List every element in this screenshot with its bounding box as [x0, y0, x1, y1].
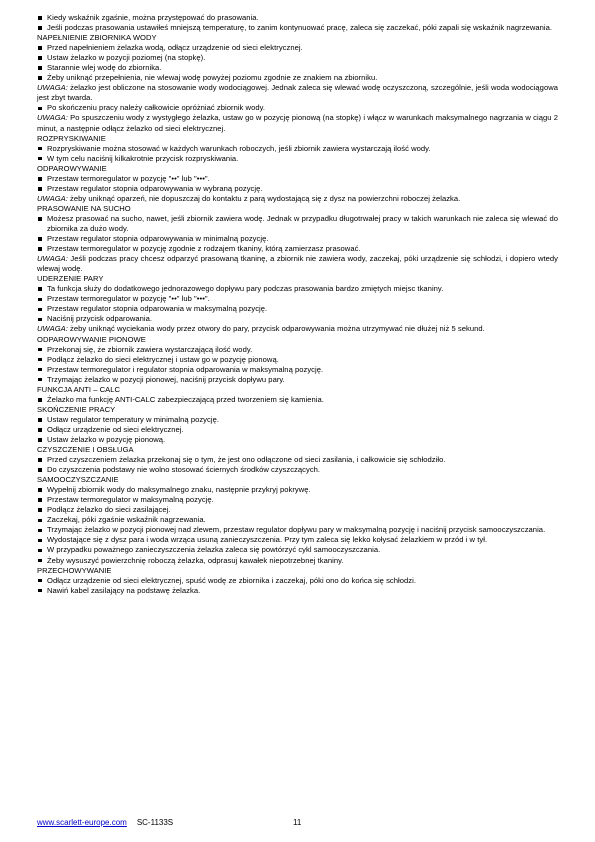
list-item: Ustaw żelazko w pozycję pionową. — [37, 435, 558, 445]
section-heading: FUNKCJA ANTI – CALC — [37, 384, 121, 394]
bullet-list — [37, 455, 558, 475]
page-footer — [37, 818, 557, 828]
note-text: żelazko jest obliczone na stosowanie wody wodociągowej. Jednak zaleca się wlewać wodę oczyszczoną, szczególnie, jeśli woda wodociągowa jest zbyt twarda. — [37, 83, 558, 103]
list-item: Naciśnij przycisk odparowania. — [37, 314, 558, 324]
list-item: Po skończeniu pracy należy całkowicie opróżniać zbiornik wody. — [37, 103, 558, 113]
model-number: SC-1133S — [136, 818, 174, 827]
note-label: UWAGA: — [37, 254, 68, 264]
bullet-list — [37, 174, 558, 194]
bullet-list — [37, 284, 558, 324]
list-item: Kiedy wskaźnik zgaśnie, można przystępować do prasowania. — [37, 13, 558, 23]
note-label: UWAGA: — [37, 113, 68, 123]
section-heading: CZYSZCZENIE I OBSŁUGA — [37, 445, 134, 455]
list-item: W przypadku poważnego zanieczyszczenia żelazka zaleca się powtórzyć cykl samooczyszczania. — [37, 545, 558, 555]
bullet-list — [37, 485, 558, 565]
section-heading: SAMOOCZYSZCZANIE — [37, 475, 119, 485]
list-item: Przestaw regulator stopnia odparowania w maksymalną pozycję. — [37, 304, 558, 314]
list-item: Do czyszczenia podstawy nie wolno stosować ściernych środków czyszczących. — [37, 465, 558, 475]
list-item: Żeby wysuszyć powierzchnię roboczą żelazka, odprasuj kawałek niepotrzebnej tkaniny. — [37, 556, 558, 566]
list-item: Przestaw termoregulator i regulator stopnia odparowania w maksymalną pozycję. — [37, 365, 558, 375]
note-paragraph — [37, 83, 558, 103]
list-item: Nawiń kabel zasilający na podstawę żelazka. — [37, 586, 558, 596]
page-number: 11 — [293, 818, 302, 827]
list-item: Odłącz urządzenie od sieci elektrycznej. — [37, 425, 558, 435]
note-label: UWAGA: — [37, 193, 68, 203]
bullet-list — [37, 214, 558, 254]
list-item: Przestaw regulator stopnia odparowywania w wybraną pozycję. — [37, 184, 558, 194]
section-heading: UDERZENIE PARY — [37, 274, 104, 284]
list-item: Starannie wlej wodę do zbiornika. — [37, 63, 558, 73]
list-item: Zaczekaj, póki zgaśnie wskaźnik nagrzewania. — [37, 515, 558, 525]
section-heading: ODPAROWYWANIE PIONOWE — [37, 334, 146, 344]
list-item: Podłącz żelazko do sieci elektrycznej i ustaw go w pozycję pionową. — [37, 355, 558, 365]
list-item: Trzymając żelazko w pozycji pionowej, naciśnij przycisk dopływu pary. — [37, 375, 558, 385]
list-item: Ustaw żelazko w pozycji poziomej (na stopkę). — [37, 53, 558, 63]
list-item: Przestaw termoregulator w maksymalną pozycję. — [37, 495, 558, 505]
list-item: Żelazko ma funkcję ANTI-CALC zabezpieczającą przed tworzeniem się kamienia. — [37, 395, 558, 405]
section-heading: NAPEŁNIENIE ZBIORNIKA WODY — [37, 33, 157, 43]
note-paragraph — [37, 324, 558, 334]
list-item: W tym celu naciśnij kilkakrotnie przycisk rozpryskiwania. — [37, 154, 558, 164]
section-heading: ODPAROWYWANIE — [37, 163, 107, 173]
note-paragraph — [37, 194, 558, 204]
list-item: Ta funkcja służy do dodatkowego jednorazowego dopływu pary podczas prasowania bardzo zmiętych miejsc tkaniny. — [37, 284, 558, 294]
list-item: Odłącz urządzenie od sieci elektrycznej, spuść wodę ze zbiornika i zaczekaj, póki ono do końca się schłodzi. — [37, 576, 558, 586]
bullet-list — [37, 345, 558, 385]
list-item: Rozpryskiwanie można stosować w każdych warunkach roboczych, jeśli zbiornik zawiera wystarczają ilość wody. — [37, 144, 558, 154]
list-item: Trzymając żelazko w pozycji pionowej nad zlewem, przestaw regulator dopływu pary w maksymalną pozycję i naciśnij przycisk samooczyszczania. — [37, 525, 558, 535]
list-item: Przestaw termoregulator w pozycję zgodnie z rodzajem tkaniny, którą zamierzasz prasować. — [37, 244, 558, 254]
list-item: Przekonaj się, że zbiornik zawiera wystarczającą ilość wody. — [37, 345, 558, 355]
section-heading: PRZECHOWYWANIE — [37, 565, 112, 575]
list-item: Wydostające się z dysz para i woda wrząca usuną zanieczyszczenia. Przy tym zaleca się lekko kołysać żelazkiem w przód i w tył. — [37, 535, 558, 545]
note-label: UWAGA: — [37, 83, 68, 93]
bullet-list — [37, 13, 558, 33]
list-item: Jeśli podczas prasowania ustawiłeś mniejszą temperaturę, to zanim kontynuować pracę, zaleca się zaczekać, póki zapali się wskaźnik nagrzewania. — [37, 23, 558, 33]
bullet-list — [37, 415, 558, 445]
bullet-list — [37, 576, 558, 596]
bullet-list — [37, 144, 558, 164]
bullet-list — [37, 395, 558, 405]
section-heading: PRASOWANIE NA SUCHO — [37, 203, 131, 213]
note-text: Po spuszczeniu wody z wystygłego żelazka, ustaw go w pozycję pionową (na stopkę) i włącz w warunkach maksymalnego nagrzania w ciągu 2 minut, a następnie odłącz żelazko od sieci elektrycznej. — [37, 113, 558, 133]
note-text: żeby uniknąć oparzeń, nie dopuszczaj do kontaktu z parą wydostającą się z dysz na powierzchni roboczej żelazka. — [67, 193, 461, 203]
list-item: Przestaw termoregulator w pozycję "••" lub "•••". — [37, 174, 558, 184]
bullet-list — [37, 103, 558, 113]
note-paragraph — [37, 254, 558, 274]
note-text: żeby uniknąć wyciekania wody przez otwory do pary, przycisk odparowywania można utrzymywać nie dłużej niż 5 sekund. — [67, 324, 485, 334]
list-item: Możesz prasować na sucho, nawet, jeśli zbiornik zawiera wodę. Jednak w przypadku długotrwałej pracy w takich warunkach nie zaleca się wlewać do zbiornika za dużo wody. — [37, 214, 558, 234]
list-item: Podłącz żelazko do sieci zasilającej. — [37, 505, 558, 515]
note-paragraph — [37, 113, 558, 133]
website-link[interactable]: www.scarlett-europe.com — [37, 818, 127, 827]
list-item: Żeby uniknąć przepełnienia, nie wlewaj wodę powyżej poziomu zgodnie ze znakiem na zbiorniku. — [37, 73, 558, 83]
note-text: Jeśli podczas pracy chcesz odparzyć prasowaną tkaninę, a zbiornik nie zawiera wody, zaczekaj, póki urządzenie się schłodzi, i dopiero wtedy wlewaj wodę. — [37, 254, 558, 274]
section-heading: SKOŃCZENIE PRACY — [37, 404, 116, 414]
section-heading: ROZPRYSKIWANIE — [37, 133, 106, 143]
instructions-content — [37, 13, 558, 596]
list-item: Przestaw regulator stopnia odparowywania w minimalną pozycję. — [37, 234, 558, 244]
list-item: Przed napełnieniem żelazka wodą, odłącz urządzenie od sieci elektrycznej. — [37, 43, 558, 53]
list-item: Wypełnij zbiornik wody do maksymalnego znaku, następnie przykryj pokrywę. — [37, 485, 558, 495]
list-item: Ustaw regulator temperatury w minimalną pozycję. — [37, 415, 558, 425]
bullet-list — [37, 43, 558, 83]
note-label: UWAGA: — [37, 324, 68, 334]
list-item: Przestaw termoregulator w pozycję "••" lub "•••". — [37, 294, 558, 304]
list-item: Przed czyszczeniem żelazka przekonaj się o tym, że jest ono odłączone od sieci zasilania, i całkowicie się schłodziło. — [37, 455, 558, 465]
